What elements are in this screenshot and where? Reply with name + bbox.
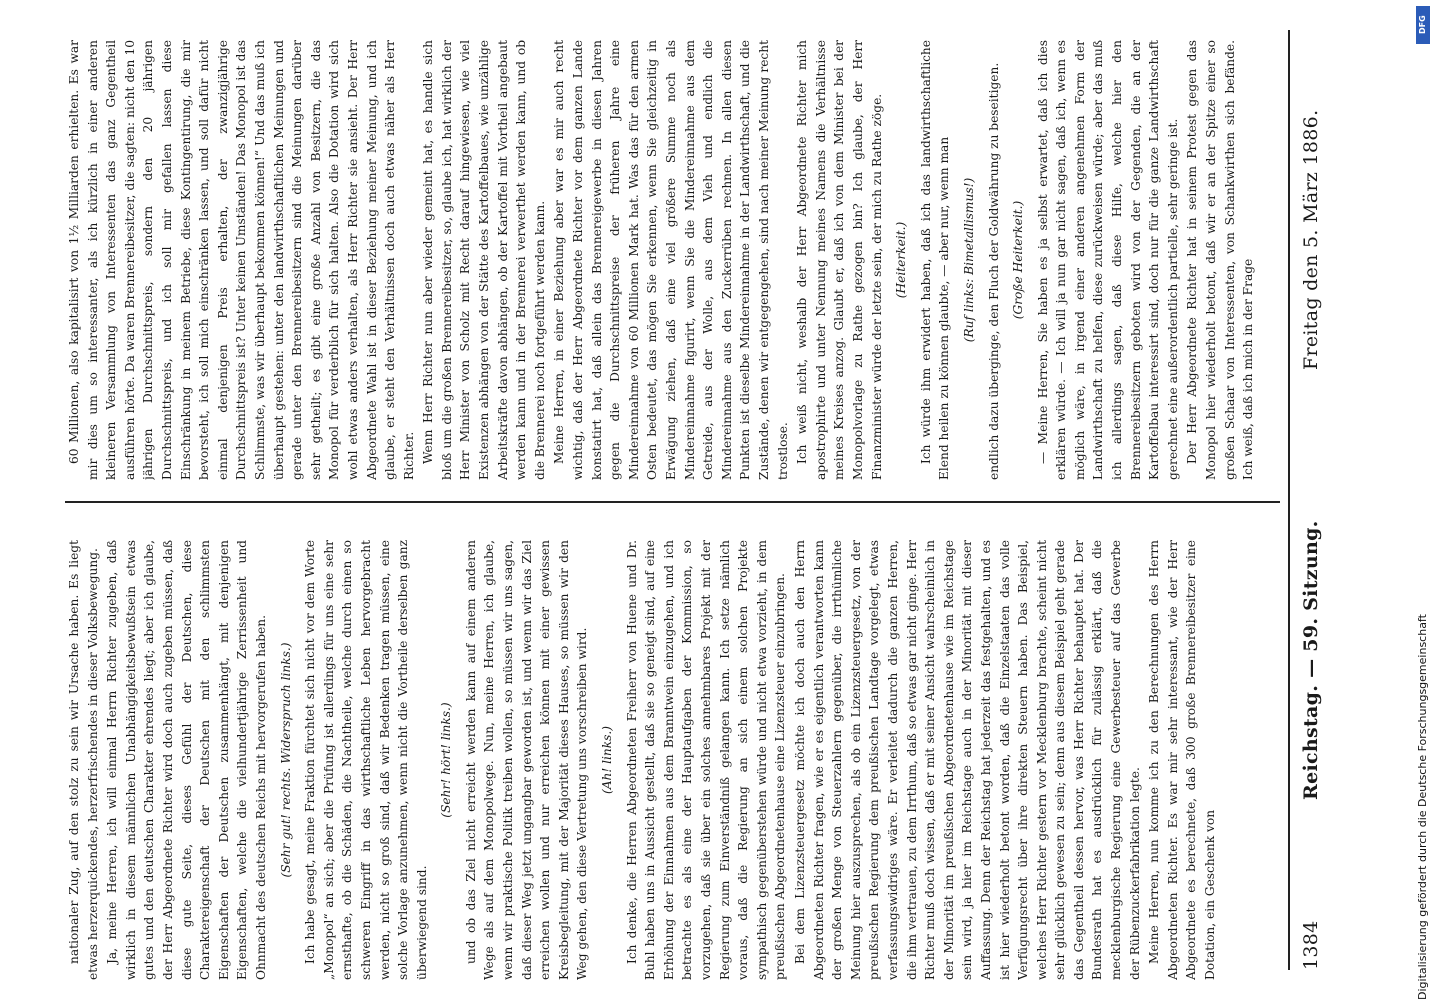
stage-direction: (Große Heiterkeit.) [1011,200,1026,320]
paragraph: Ich würde ihm erwidert haben, daß ich das landwirthschaftliche Elend heilen zu können glaubte, — aber nur, wenn man [918,40,952,480]
paragraph: Meine Herren, in einer Beziehung aber war es mir auch recht wichtig, daß der Herr Abgeordnete Richter vor dem ganzen Lande konstatirt hat, daß allein das Brennereigewerbe in diesen Jahren gegen die Durchschnittspreise der früheren Jahre eine Mindereinnahme von 60 Millionen Mark hat. Was das für den armen Osten bedeutet, das mögen Sie erkennen, wenn Sie gleichzeitig in Erwägung ziehen, daß eine viel größere Summe noch als Mindereinnahme figurirt, wenn Sie die Mindereinnahme aus dem Getreide, aus der Wolle, aus dem Vieh und endlich die Mindereinnahme aus den Zuckerrüben rechnen. In allen diesen Punkten ist dieselbe Mindereinnahme in der Landwirthschaft, und die Zustände, denen wir entgegengehen, sind nach meiner Meinung recht trostlose. [552,40,790,480]
column-divider [65,501,1280,503]
dfg-logo: DFG [1416,6,1430,44]
paragraph: Wenn Herr Richter nun aber wieder gemeint hat, es handle sich bloß um die großen Brennereibesitzer, so, glaube ich, hat wirklich der Herr Minister von Scholz mit Recht darauf hingewiesen, wie viel Existenzen abhängen von der Stätte des Kartoffelbaues, wie unzählige Arbeitskräfte davon abhängen, ob der Kartoffel mit Vortheil angebaut werden kann und in der Brennerei verwerthet werden kann, und ob die Brennerei noch fortgeführt werden kann. [421,40,547,480]
left-text-column [65,540,1275,980]
paragraph: Ja, meine Herren, ich will einmal Herrn Richter zugeben, daß wirklich in diesem männlichen Unabhängigkeitsbewußtsein etwas gutes und den deutschen Charakter ehrendes liegt; aber ich glaube, der Herr Abgeordnete Richter wird doch auch zugeben müssen, daß diese gute Seite, dieses Gefühl der Deutschen, diese Charaktereigenschaft der Deutschen mit den schlimmsten Eigenschaften der Deutschen zusammenhängt, mit denjenigen Eigenschaften, welche die vielhundertjährige Zerrissenheit und Ohnmacht des deutschen Reichs mit hervorgerufen haben. [105,540,268,980]
paragraph: Der Herr Abgeordnete Richter hat in seinem Protest gegen das Monopol hier wiederholt betont, daß wir er an der Spitze einer so großen Schaar von Interessenten, von Schankwirthen sich befände. Ich weiß, daß ich mich in der Frage [1185,40,1256,480]
paragraph: Ich denke, die Herren Abgeordneten Freiherr von Huene und Dr. Buhl haben uns in Aussicht gestellt, daß sie so geneigt sind, auf eine Erhöhung der Einnahmen aus dem Branntwein einzugehen, und ich betrachte es als eine der Hauptaufgaben der Kommission, so vorzugehen, daß sie über ein solches annehmbares Projekt mit der Regierung zum Einverständniß gelangen kann. Ich setze nämlich voraus, daß die Regierung an sich einem solchen Projekte sympathisch gegenüberstehen würde und nicht etwa vorzieht, in dem preußischen Abgeordnetenhause eine Lizenzsteuer einzubringen. [624,540,788,980]
session-title: Reichstag. — 59. Sitzung. [1300,520,1322,800]
stage-direction: (Heiterkeit.) [894,221,909,299]
digitization-text: Digitalisierung gefördert durch die Deutsche Forschungsgemeinschaft [1416,614,1429,1000]
page-number: 1384 [1300,920,1322,970]
stage-direction: (Sehr! hört! links.) [439,702,454,818]
paragraph: endlich dazu überginge, den Fluch der Goldwährung zu beseitigen. [986,62,1001,480]
paragraph: Bei dem Lizenzsteuergesetz möchte ich doch auch den Herrn Abgeordneten Richter fragen, wie er es eigentlich verantworten kann der großen Menge von Steuerzahlern gegenüber, die irrthümliche Meinung hier auszusprechen, als ob ein Lizenzsteuergesetz, von der preußischen Regierung dem preußischen Landtage vorgelegt, etwas verfassungswidriges wäre. Er verleitet dadurch die ganzen Herren, die ihm vertrauen, zu dem Irrthum, daß so etwas gar nicht ginge. Herr Richter muß doch wissen, daß er mit seiner Ansicht wahrscheinlich in der Minorität im preußischen Abgeordnetenhause wie im Reichstage sein wird, ja hier im Reichstage auch in der Minorität mit dieser Auffassung. Denn der Reichstag hat jederzeit das festgehalten, und es ist hier wiederholt betont worden, daß die Einzelstaaten das volle Verfügungsrecht über ihre direkten Steuern haben. Das Beispiel, welches Herr Richter gestern vor Mecklenburg brachte, scheint nicht sehr glücklich gewesen zu sein; denn aus diesem Beispiel geht gerade das Gegentheil dessen hervor, was Herr Richter behauptet hat. Der Bundesrath hat es ausdrücklich für zulässig erklärt, daß die mecklenburgische Regierung eine Gewerbesteuer auf das Gewerbe der Rübenzuckerfabrikation legte. [792,540,1142,980]
paragraph: 60 Millionen, also kapitalisirt von 1½ Milliarden erhielten. Es war mir dies um so interessanter, als ich kürzlich in einer anderen kleineren Versammlung von Interessenten das ganz Gegentheil ausführen hörte. Da waren Brennereibesitzer, die sagten: nicht den 10 jährigen Durchschnittspreis, sondern den 20 jährigen Durchschnittspreis, und ich soll mir gefallen lassen diese Einschränkung in meinem Betriebe, diese Kontingentirung, die mir bevorsteht, ich soll mich einschränken lassen, und soll dafür nicht einmal denjenigen Preis erhalten, der zwanzigjährige Durchschnittspreis ist? Unter keinen Umständen! Das Monopol ist das Schlimmste, was wir überhaupt bekommen können!“ Und das muß ich überhaupt gestehen: unter den landwirthschaftlichen Meinungen und gerade unter den Brennereibesitzern sind die Meinungen darüber sehr getheilt; es gibt eine große Anzahl von Besitzern, die das Monopol für verderblich für sich halten. Also die Dotation wird sich wohl etwas anders verhalten, als Herr Richter sie ansieht. Der Herr Abgeordnete Wahl ist in dieser Beziehung meiner Meinung, und ich glaube, er steht den Verhältnissen doch auch etwas näher als Herr Richter. [67,40,416,480]
paragraph: — Meine Herren, Sie haben es ja selbst erwartet, daß ich dies erklären würde. — Ich will ja nun gar nicht sagen, daß ich, wenn es möglich wäre, in irgend einer anderen angenehmen Form der Landwirthschaft zu helfen, diese zurückweisen würde; aber das muß ich allerdings sagen, daß diese Hilfe, welche hier den Brennereibesitzern geboten wird von der Gegenden, die an der Kartoffelbau interessirt sind, doch nur für die ganze Landwirthschaft gerechnet eine außerordentlich partielle, sehr geringe ist. [1035,40,1180,480]
stage-direction: (Ruf links: Bimetallismus!) [961,177,976,343]
header-rule [1288,30,1290,970]
paragraph: Ich habe gesagt, meine Fraktion fürchtet sich nicht vor dem Worte „Monopol“ an sich; aber die Prüfung ist allerdings für uns eine sehr ernsthafte, ob die Schäden, die Nachtheile, welche durch einen so schweren Eingriff in das wirthschaftliche Leben hervorgebracht werden, nicht so groß sind, daß wir Bedenken tragen müssen, eine solche Vorlage anzunehmen, wenn nicht die Vortheile derselben ganz überwiegend sind. [303,540,429,980]
digitization-note [1410,0,1432,1000]
session-date: Freitag den 5. März 1886. [1300,109,1322,370]
stage-direction: (Sehr gut! rechts. Widerspruch links.) [278,642,293,878]
paragraph: Meine Herren, nun komme ich zu den Berechnungen des Herrn Abgeordneten Richter. Es war mir sehr interessant, wie der Herr Abgeordnete es berechnete, daß 300 große Brennereibesitzer eine Dotation, ein Geschenk von [1147,540,1218,980]
paragraph: und ob das Ziel nicht erreicht werden kann auf einem anderen Wege als auf dem Monopolwege. Nun, meine Herren, ich glaube, wenn wir praktische Politik treiben wollen, so müssen wir uns sagen, daß dieser Weg jetzt ungangbar geworden ist, und wenn wir das Ziel erreichen wollen und nur erreichen können mit einer gewissen Kreisbegleitung, mit der Majorität dieses Hauses, so müssen wir den Weg gehen, den diese Vertretung uns vorschreiben wird. [463,540,590,980]
paragraph: Ich weiß nicht, weshalb der Herr Abgeordnete Richter mich apostrophirte und unter Nennung meines Namens die Verhältnisse meines Kreises anzog. Glaubt er, daß ich von dem Minister bei der Monopolvorlage zu Rathe gezogen bin? Ich glaube, der Herr Finanzminister würde der letzte sein, der mich zu Rathe zöge. [795,40,884,480]
paragraph: nationaler Zug, auf den stolz zu sein wir Ursache haben. Es liegt etwas herzerquickendes, herzerfrischendes in dieser Volksbewegung. [67,540,100,980]
running-header [1300,30,1340,970]
stage-direction: (Ah! links.) [600,725,615,795]
right-text-column [65,40,1275,480]
